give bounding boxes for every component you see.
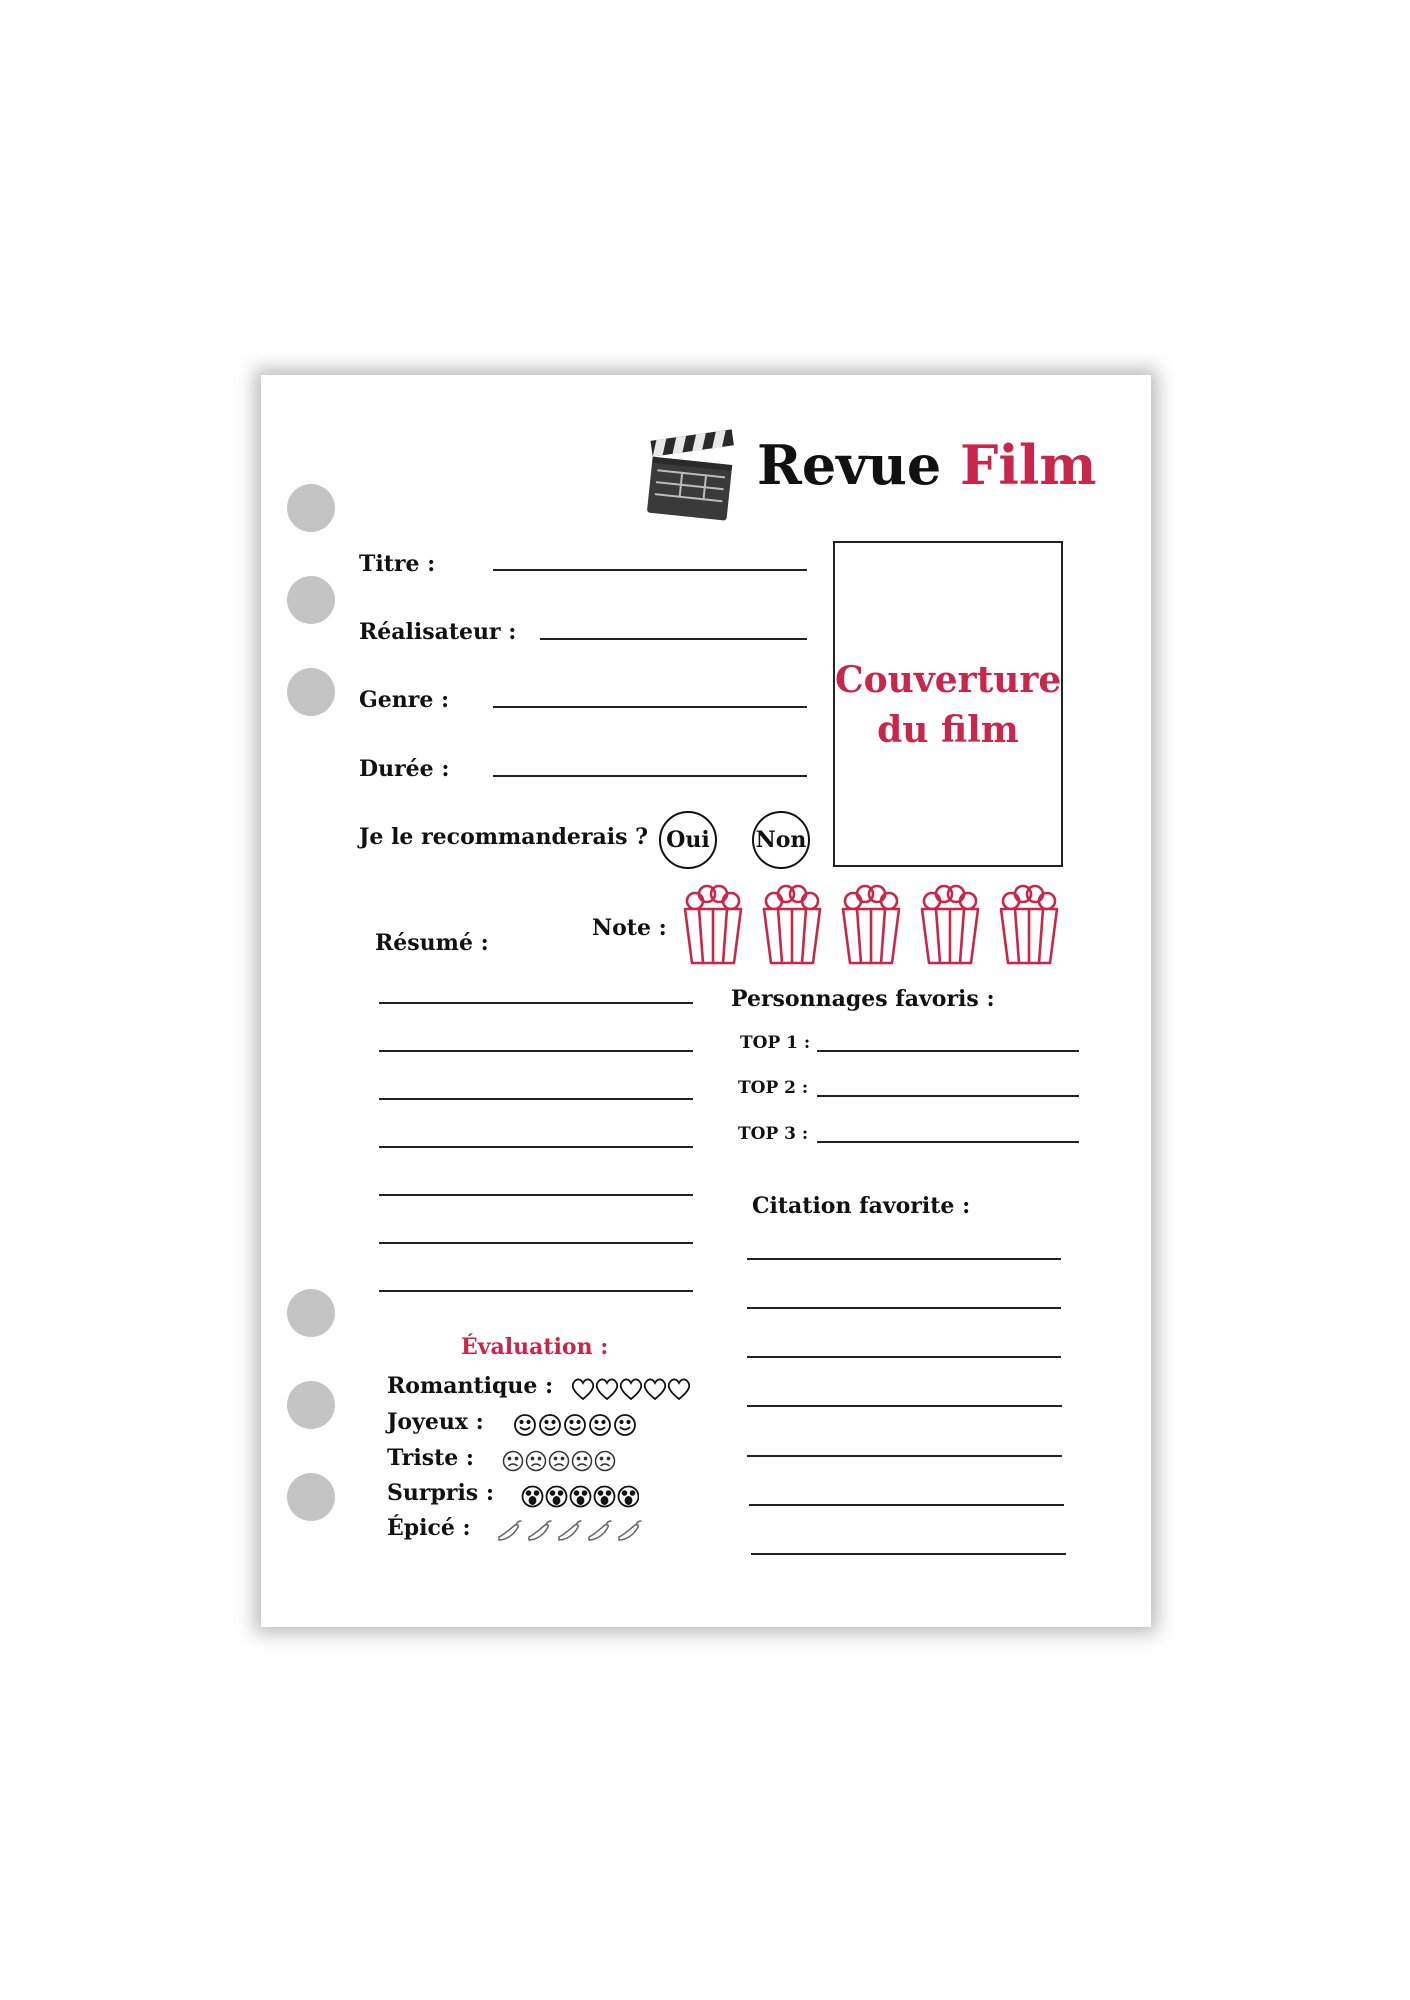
citation-line[interactable] — [747, 1307, 1061, 1309]
personnages-label: Personnages favoris : — [731, 986, 995, 1012]
romantique-label: Romantique : — [387, 1373, 554, 1399]
surprised-icon — [595, 1487, 615, 1507]
top1-line[interactable] — [817, 1050, 1079, 1052]
surprised-icon — [619, 1487, 639, 1507]
popcorn-icon — [685, 886, 741, 963]
resume-line[interactable] — [379, 1050, 693, 1052]
citation-label: Citation favorite : — [752, 1193, 971, 1219]
titre-label: Titre : — [359, 551, 436, 577]
realisateur-label: Réalisateur : — [359, 619, 517, 645]
resume-line[interactable] — [379, 1194, 693, 1196]
heart-rating[interactable] — [571, 1377, 696, 1403]
binder-hole — [287, 1381, 335, 1429]
top1-label: TOP 1 : — [740, 1033, 811, 1053]
duree-label: Durée : — [359, 756, 450, 782]
realisateur-line[interactable] — [540, 638, 807, 640]
popcorn-icon — [764, 886, 820, 963]
resume-line[interactable] — [379, 1098, 693, 1100]
sad-icon — [527, 1452, 546, 1471]
clapperboard-icon — [641, 427, 745, 523]
cover-line-1: Couverture — [835, 659, 1062, 701]
heart-icon — [573, 1379, 594, 1399]
smile-rating[interactable] — [513, 1412, 639, 1438]
citation-line[interactable] — [749, 1504, 1064, 1506]
citation-line[interactable] — [747, 1356, 1061, 1358]
citation-line[interactable] — [747, 1258, 1061, 1260]
sad-icon — [550, 1452, 569, 1471]
chili-rating[interactable] — [496, 1519, 648, 1543]
citation-line[interactable] — [751, 1553, 1066, 1555]
surpris-label: Surpris : — [387, 1480, 494, 1506]
review-sheet — [261, 375, 1151, 1627]
smile-icon — [565, 1415, 585, 1435]
popcorn-icon — [922, 886, 978, 963]
smile-icon — [615, 1415, 635, 1435]
smile-icon — [540, 1415, 560, 1435]
heart-icon — [621, 1379, 642, 1399]
citation-line[interactable] — [747, 1455, 1062, 1457]
resume-line[interactable] — [379, 1146, 693, 1148]
smile-icon — [590, 1415, 610, 1435]
popcorn-icon — [843, 886, 899, 963]
citation-line[interactable] — [747, 1405, 1062, 1407]
binder-hole — [287, 1289, 335, 1337]
titre-line[interactable] — [493, 569, 807, 571]
epice-label: Épicé : — [387, 1515, 471, 1541]
chili-icon — [619, 1521, 641, 1540]
top2-line[interactable] — [817, 1095, 1079, 1097]
note-label: Note : — [592, 915, 667, 941]
evaluation-label: Évaluation : — [461, 1334, 609, 1360]
genre-label: Genre : — [359, 687, 450, 713]
binder-hole — [287, 484, 335, 532]
sad-icon — [596, 1452, 615, 1471]
triste-label: Triste : — [387, 1445, 475, 1471]
chili-icon — [499, 1521, 521, 1540]
duree-line[interactable] — [493, 775, 807, 777]
genre-line[interactable] — [493, 706, 807, 708]
oui-option[interactable]: Oui — [659, 811, 717, 869]
joyeux-label: Joyeux : — [387, 1409, 484, 1435]
surprised-icon — [547, 1487, 567, 1507]
cover-line-2: du film — [877, 709, 1019, 751]
chili-icon — [529, 1521, 551, 1540]
cover-placeholder — [835, 655, 1061, 755]
resume-label: Résumé : — [375, 930, 489, 956]
binder-hole — [287, 668, 335, 716]
title-word-revue: Revue — [757, 433, 942, 497]
surprised-icon — [571, 1487, 591, 1507]
surprised-icon — [523, 1487, 543, 1507]
heart-icon — [645, 1379, 666, 1399]
chili-icon — [559, 1521, 581, 1540]
chili-icon — [589, 1521, 611, 1540]
page-title — [757, 433, 1097, 497]
resume-line[interactable] — [379, 1002, 693, 1004]
non-option[interactable]: Non — [752, 811, 810, 869]
heart-icon — [597, 1379, 618, 1399]
sad-rating[interactable] — [502, 1449, 618, 1473]
binder-hole — [287, 576, 335, 624]
heart-icon — [669, 1379, 690, 1399]
top3-line[interactable] — [817, 1141, 1079, 1143]
popcorn-rating[interactable] — [681, 881, 1061, 971]
top2-label: TOP 2 : — [738, 1078, 809, 1098]
sad-icon — [573, 1452, 592, 1471]
top3-label: TOP 3 : — [738, 1124, 809, 1144]
popcorn-icon — [1001, 886, 1057, 963]
title-word-film: Film — [960, 433, 1097, 497]
resume-line[interactable] — [379, 1290, 693, 1292]
cover-box[interactable] — [833, 541, 1063, 867]
surprised-rating[interactable] — [521, 1484, 639, 1509]
smile-icon — [515, 1415, 535, 1435]
binder-hole — [287, 1473, 335, 1521]
sad-icon — [504, 1452, 523, 1471]
recommend-label: Je le recommanderais ? — [359, 824, 649, 850]
resume-line[interactable] — [379, 1242, 693, 1244]
